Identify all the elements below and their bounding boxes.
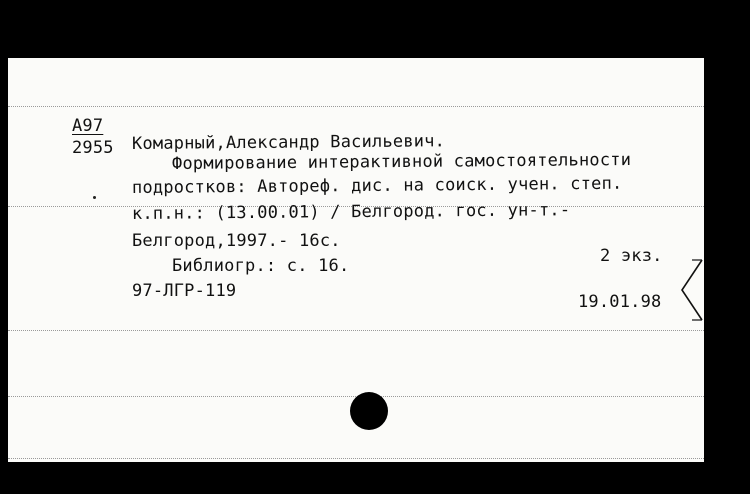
title-line-1: Формирование интерактивной самостоятельности: [171, 149, 632, 174]
registration-code: 97-ЛГР-119: [132, 281, 237, 301]
copies-count: 2 экз.: [600, 246, 663, 266]
title-line-4: Белгород,1997.- 16с.: [132, 231, 341, 251]
edge-arrow-icon: [676, 256, 704, 326]
shelf-mark: А97: [72, 116, 104, 136]
title-line-2: подростков: Автореф. дис. на соиск. учен. степ.: [131, 173, 623, 198]
punch-hole: [350, 392, 388, 430]
card-rule-line: [8, 458, 704, 459]
title-line-3: к.п.н.: (13.00.01) / Белгород. гос. ун-т.-: [131, 200, 571, 224]
inventory-number: 2955: [72, 138, 114, 158]
card-rule-line: [8, 106, 704, 107]
catalog-card: [8, 58, 704, 462]
card-rule-line: [8, 330, 704, 331]
author-heading: Комарный,Александр Васильевич.: [131, 131, 446, 154]
ink-speck: [93, 196, 96, 199]
bibliography-note: Библиогр.: с. 16.: [172, 256, 350, 276]
entry-date: 19.01.98: [578, 292, 662, 312]
